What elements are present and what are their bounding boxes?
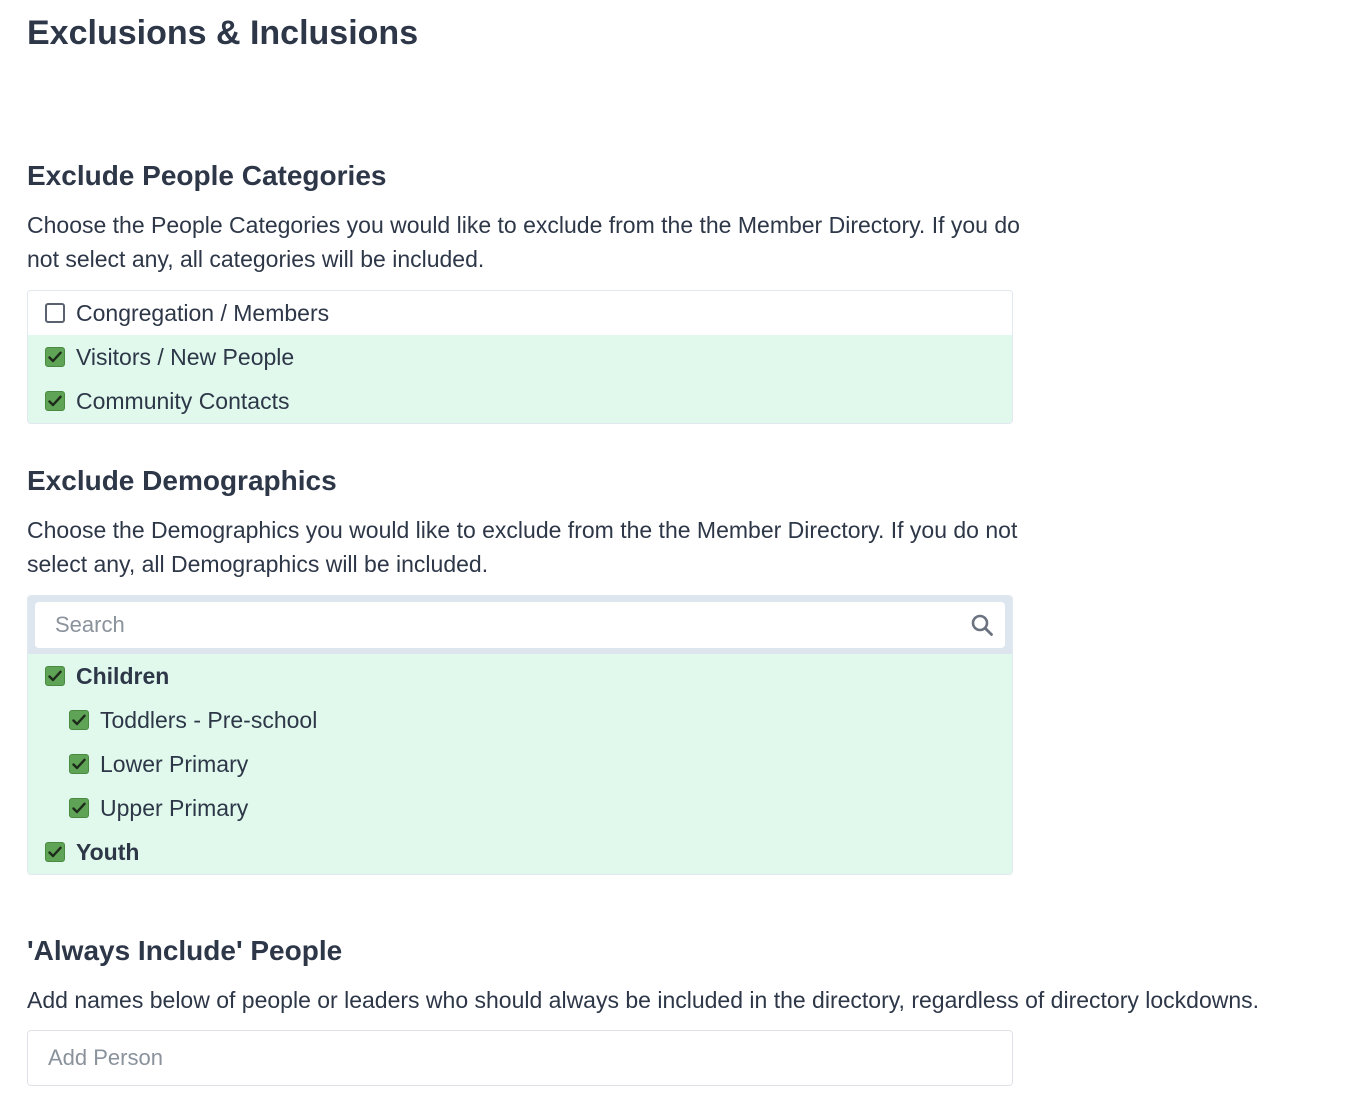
checkmark-icon: [48, 846, 62, 858]
add-person-input[interactable]: [27, 1030, 1013, 1086]
checkbox-checked[interactable]: [45, 666, 65, 686]
demographic-label: Toddlers - Pre-school: [100, 706, 318, 733]
page-title: Exclusions & Inclusions: [27, 14, 419, 52]
demographics-checkbox-list: [27, 595, 1013, 875]
demographic-item-toddlers[interactable]: [28, 698, 1012, 742]
demographics-search-input[interactable]: [35, 602, 1005, 648]
demographic-label: Lower Primary: [100, 750, 249, 777]
category-label: Visitors / New People: [76, 343, 295, 370]
demographics-items: [28, 654, 1012, 874]
checkmark-icon: [48, 395, 62, 407]
exclude-categories-title: Exclude People Categories: [27, 160, 387, 191]
checkmark-icon: [72, 714, 86, 726]
always-include-description: Add names below of people or leaders who should always be included in the directory, regardless of directory lockdowns.: [27, 987, 1260, 1013]
demographic-label: Upper Primary: [100, 794, 249, 821]
checkbox-checked[interactable]: [69, 754, 89, 774]
category-label: Community Contacts: [76, 387, 290, 414]
demographic-item-upper-primary[interactable]: [28, 786, 1012, 830]
demographics-search-bar: [28, 596, 1012, 654]
category-item-visitors[interactable]: [28, 335, 1012, 379]
category-label: Congregation / Members: [76, 299, 330, 326]
checkbox-checked[interactable]: [69, 710, 89, 730]
categories-checkbox-list: [27, 290, 1013, 424]
checkbox-checked[interactable]: [45, 391, 65, 411]
exclude-demographics-description: Choose the Demographics you would like to exclude from the the Member Directory. If you do not select any, all Demographics will be included.: [27, 517, 1018, 577]
checkbox-checked[interactable]: [45, 842, 65, 862]
demographic-group-children[interactable]: [28, 654, 1012, 698]
always-include-title: 'Always Include' People: [27, 935, 343, 966]
search-icon[interactable]: [970, 613, 994, 637]
checkmark-icon: [72, 802, 86, 814]
demographic-group-youth[interactable]: [28, 830, 1012, 874]
exclude-categories-description: Choose the People Categories you would like to exclude from the the Member Directory. If you do not select any, all categories will be included.: [27, 212, 1020, 272]
demographic-item-lower-primary[interactable]: [28, 742, 1012, 786]
demographics-search-field: [35, 602, 1005, 648]
checkmark-icon: [48, 670, 62, 682]
demographic-label: Youth: [76, 838, 140, 865]
demographic-label: Children: [76, 662, 170, 689]
checkbox-unchecked[interactable]: [45, 303, 65, 323]
category-item-congregation[interactable]: [28, 291, 1012, 335]
checkbox-checked[interactable]: [45, 347, 65, 367]
checkbox-checked[interactable]: [69, 798, 89, 818]
exclude-demographics-title: Exclude Demographics: [27, 465, 337, 496]
checkmark-icon: [48, 351, 62, 363]
category-item-community[interactable]: [28, 379, 1012, 423]
checkmark-icon: [72, 758, 86, 770]
